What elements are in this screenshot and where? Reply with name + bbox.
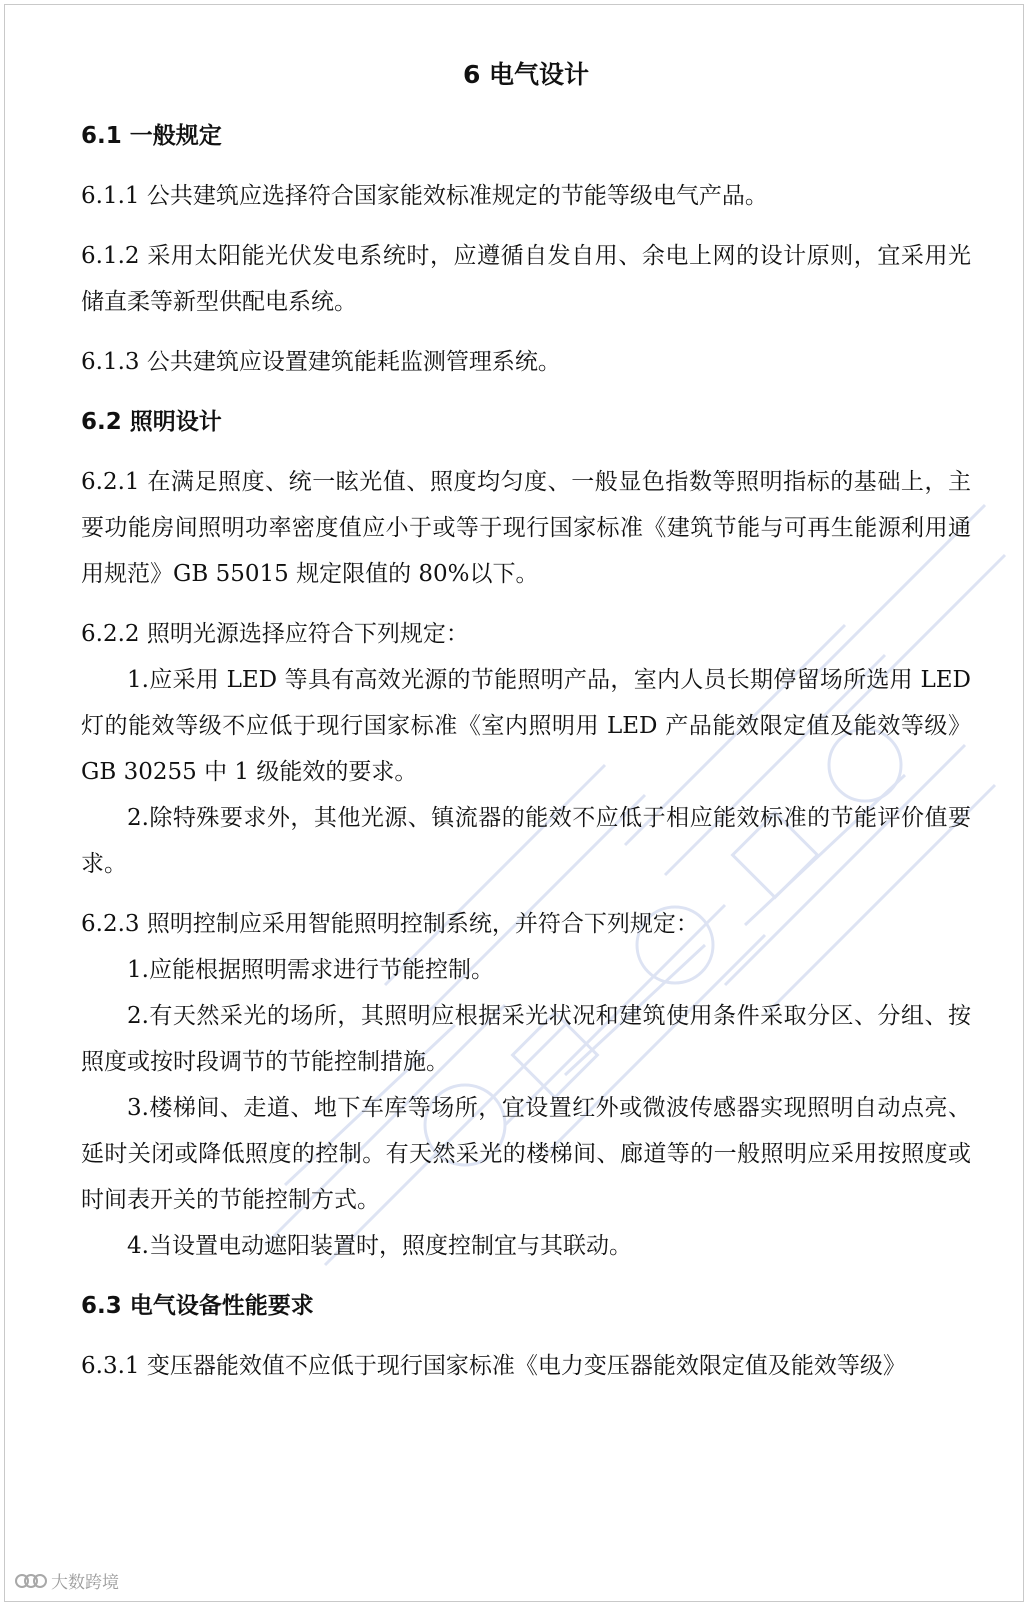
page-title: 6 电气设计 (462, 60, 590, 89)
clause-6-1-1: 6.1.1 公共建筑应选择符合国家能效标准规定的节能等级电气产品。 (81, 183, 768, 209)
clause-6-2-2-item-1: 1.应采用 LED 等具有高效光源的节能照明产品，室内人员长期停留场所选用 LED 灯的能效等级不应低于现行国家标准《室内照明用 LED 产品能效限定值及能效等级》GB 30255 中 1 级能效的要求。 (81, 667, 971, 785)
clause-6-1-2: 6.1.2 采用太阳能光伏发电系统时，应遵循自发自用、余电上网的设计原则，宜采用光储直柔等新型供配电系统。 (81, 243, 971, 315)
logo-icon (15, 1571, 45, 1591)
footer-logo (15, 1568, 119, 1593)
clause-6-2-1: 6.2.1 在满足照度、统一眩光值、照度均匀度、一般显色指数等照明指标的基础上，主要功能房间照明功率密度值应小于或等于现行国家标准《建筑节能与可再生能源利用通用规范》GB 55015 规定限值的 80%以下。 (81, 469, 971, 587)
section-heading-6-2: 6.2 照明设计 (81, 409, 222, 435)
clause-6-2-3-item-4: 4.当设置电动遮阳装置时，照度控制宜与其联动。 (127, 1233, 632, 1259)
section-heading-6-1: 6.1 一般规定 (81, 123, 222, 149)
clause-6-2-3-item-2: 2.有天然采光的场所，其照明应根据采光状况和建筑使用条件采取分区、分组、按照度或按时段调节的节能控制措施。 (81, 1003, 971, 1075)
clause-6-2-3-item-3: 3.楼梯间、走道、地下车库等场所，宜设置红外或微波传感器实现照明自动点亮、延时关闭或降低照度的控制。有天然采光的楼梯间、廊道等的一般照明应采用按照度或时间表开关的节能控制方式。 (81, 1095, 971, 1213)
clause-6-3-1: 6.3.1 变压器能效值不应低于现行国家标准《电力变压器能效限定值及能效等级》 (81, 1353, 906, 1379)
clause-6-2-3: 6.2.3 照明控制应采用智能照明控制系统，并符合下列规定： (81, 911, 699, 937)
clause-6-2-3-item-1: 1.应能根据照明需求进行节能控制。 (127, 957, 494, 983)
clause-6-2-2-item-2: 2.除特殊要求外，其他光源、镇流器的能效不应低于相应能效标准的节能评价值要求。 (81, 805, 971, 877)
footer-logo-text: 大数跨境 (51, 1573, 119, 1593)
clause-6-2-2: 6.2.2 照明光源选择应符合下列规定： (81, 621, 469, 647)
section-heading-6-3: 6.3 电气设备性能要求 (81, 1293, 314, 1319)
document-body (81, 51, 971, 1403)
document-page (4, 4, 1024, 1602)
clause-6-1-3: 6.1.3 公共建筑应设置建筑能耗监测管理系统。 (81, 349, 561, 375)
